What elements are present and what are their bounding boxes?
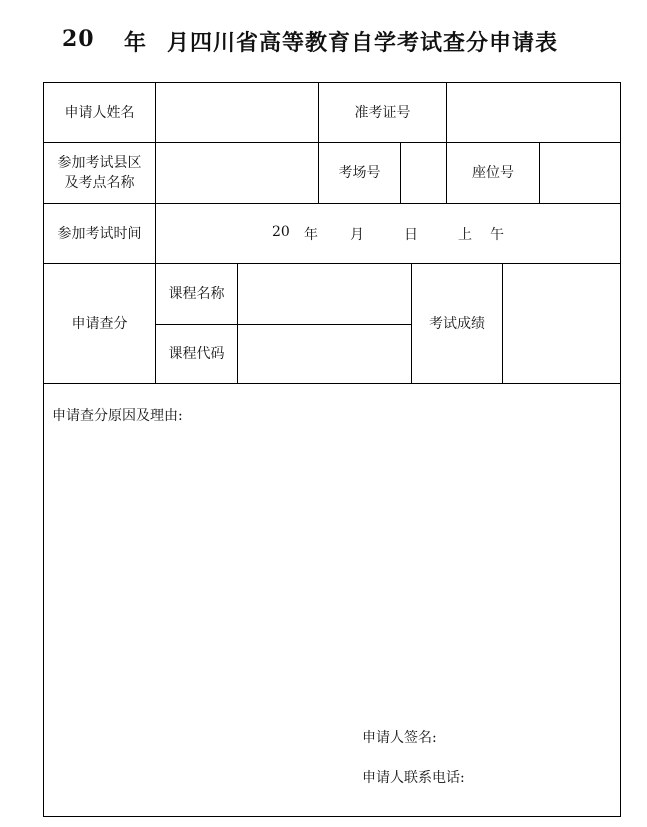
course-code-label: 课程代码	[168, 346, 225, 362]
signature-label: 申请人签名:	[362, 730, 437, 746]
exam-time-year: 年	[304, 227, 318, 243]
seat-no-label: 座位号	[472, 165, 514, 181]
exam-time-am-1: 上	[458, 227, 472, 243]
seat-no-field[interactable]	[540, 143, 620, 203]
title-year-prefix: 20	[62, 26, 95, 52]
room-no-field[interactable]	[401, 143, 446, 203]
application-form	[43, 82, 621, 817]
title-text: 月四川省高等教育自学考试查分申请表	[167, 30, 559, 56]
county-site-label	[44, 143, 155, 203]
county-site-label-line1: 参加考试县区	[57, 155, 142, 171]
applicant-name-label: 申请人姓名	[64, 104, 135, 121]
course-name-label: 课程名称	[168, 286, 225, 302]
exam-time-field[interactable]	[156, 204, 620, 263]
applicant-name-field[interactable]	[156, 83, 318, 142]
reason-label: 申请查分原因及理由:	[52, 408, 183, 424]
exam-id-field[interactable]	[447, 83, 620, 142]
phone-label: 申请人联系电话:	[362, 770, 465, 786]
reason-textarea[interactable]	[44, 384, 620, 816]
exam-time-year-prefix: 20	[272, 224, 290, 240]
exam-time-am-2: 午	[490, 227, 504, 243]
course-code-field[interactable]	[238, 325, 411, 383]
review-label: 申请查分	[71, 315, 128, 332]
room-no-label: 考场号	[338, 165, 381, 181]
exam-time-day: 日	[404, 227, 418, 243]
title-year-char: 年	[124, 30, 148, 56]
course-name-field[interactable]	[238, 264, 411, 324]
county-site-field[interactable]	[156, 143, 318, 203]
exam-time-label: 参加考试时间	[57, 225, 142, 242]
exam-score-label: 考试成绩	[429, 315, 485, 332]
exam-time-month: 月	[350, 227, 364, 243]
exam-id-label: 准考证号	[354, 104, 411, 121]
form-title	[0, 26, 647, 60]
county-site-label-line2: 及考点名称	[64, 175, 135, 191]
exam-score-field[interactable]	[503, 264, 620, 383]
